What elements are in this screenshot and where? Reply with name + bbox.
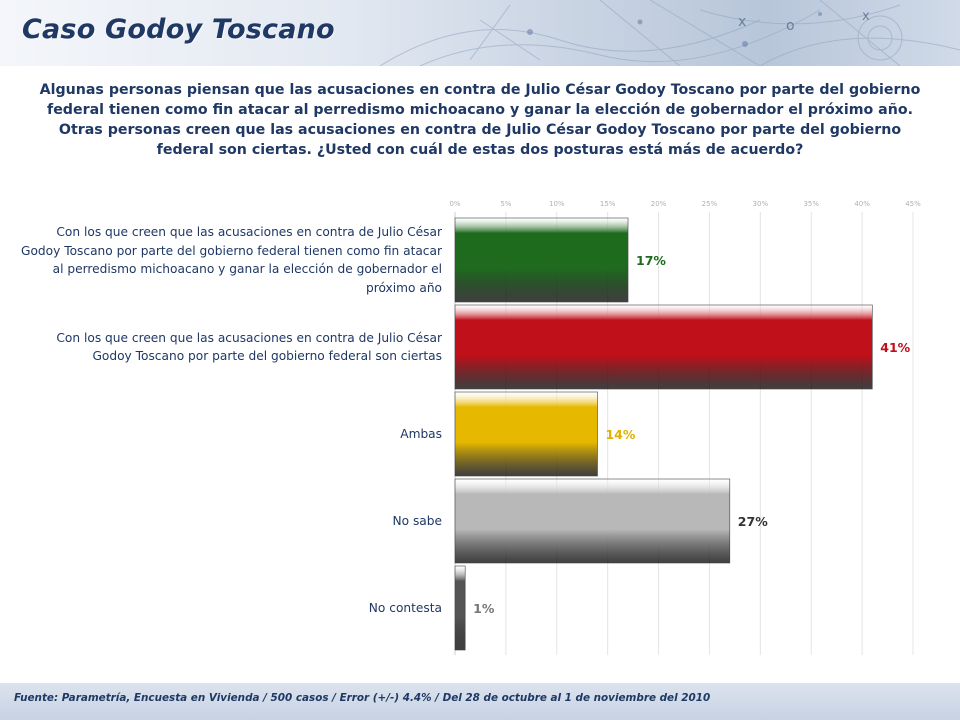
category-label-text: No sabe	[392, 513, 442, 528]
x-tick-label: 20%	[650, 200, 667, 208]
category-label-text: No contesta	[368, 600, 442, 615]
x-tick-label: 45%	[905, 200, 921, 208]
bars	[455, 218, 872, 650]
svg-text:x: x	[738, 14, 747, 30]
x-tick-label: 0%	[449, 200, 461, 208]
bar	[455, 479, 730, 563]
x-tick-label: 30%	[752, 200, 769, 208]
svg-text:o: o	[786, 18, 795, 34]
data-label: 27%	[737, 514, 768, 529]
data-label: 1%	[473, 601, 495, 616]
x-tick-label: 10%	[548, 200, 565, 208]
survey-question: Algunas personas piensan que las acusaciones en contra de Julio César Godoy Toscano por parte del gobierno federal tienen como fin atacar al perredismo michoacano y ganar la elección de gobernador el próximo año. Otras personas creen que las acusaciones en contra de Julio César Godoy Toscano por parte del gobierno federal son ciertas. ¿Usted con cuál de estas dos posturas está más de acuerdo?	[39, 82, 921, 158]
data-label: 14%	[605, 427, 636, 442]
x-tick-label: 25%	[701, 200, 718, 208]
page-title: Caso Godoy Toscano	[22, 14, 335, 45]
x-tick-label: 40%	[854, 200, 870, 208]
category-label-text: Con los que creen que las acusaciones en contra de Julio César Godoy Toscano por parte del gobierno federal tienen como fin atacar al perredismo michoacano y ganar la elección de gobernador el próximo año	[21, 225, 442, 295]
x-tick-label: 15%	[599, 200, 616, 208]
data-label: 17%	[636, 253, 666, 268]
footer-bar	[0, 683, 960, 720]
data-label: 41%	[880, 340, 911, 355]
category-label-text: Con los que creen que las acusaciones en contra de Julio César Godoy Toscano por parte del gobierno federal son ciertas	[56, 330, 442, 363]
bar	[455, 566, 465, 650]
x-tick-label: 35%	[803, 200, 820, 208]
source-note: Fuente: Parametría, Encuesta en Vivienda / 500 casos / Error (+/-) 4.4% / Del 28 de octubre al 1 de noviembre del 2010	[14, 692, 711, 704]
x-axis-ticks	[449, 200, 921, 208]
svg-text:x: x	[862, 9, 870, 24]
bar	[455, 218, 628, 302]
bar	[455, 392, 597, 476]
category-label-text: Ambas	[400, 426, 442, 441]
bar	[455, 305, 872, 389]
x-tick-label: 5%	[500, 200, 512, 208]
